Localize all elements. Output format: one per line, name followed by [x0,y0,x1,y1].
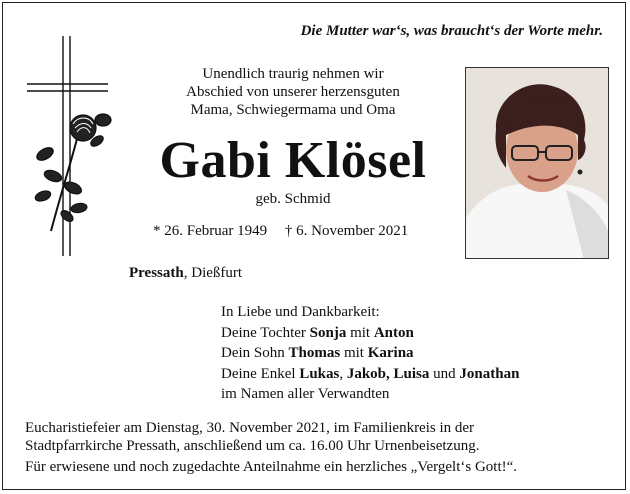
mourner-name: Anton [373,324,414,341]
deceased-name: Gabi Klösel [159,132,427,189]
portrait-photo [465,67,609,259]
mourners-list [221,302,519,405]
life-dates [153,223,422,240]
mourners-heading: In Liebe und Dankbarkeit: [221,304,380,320]
mourner-name: Karina [367,345,414,361]
relation-text: Deine Tochter [221,324,310,341]
service-line: Stadtpfarrkirche Pressath, anschließend um ca. 16.00 Uhr Urnenbeisetzung. [25,438,480,454]
mourner-name: Jonathan [459,365,520,382]
thanks-line: Für erwiesene und noch zugedachte Anteilnahme ein herzliches „Vergelt‘s Gott!“. [25,459,518,475]
residence-district: , Dießfurt [183,265,243,281]
connector-text: und [429,365,460,382]
mourner-name: Thomas [288,345,341,361]
birth-date: * 26. Februar 1949 [153,223,268,239]
service-line: Eucharistiefeier am Dienstag, 30. November 2021, im Familienkreis in der [25,420,475,436]
mourner-name: Luisa [393,365,430,382]
intro-line: Unendlich traurig nehmen wir [202,66,384,82]
mourner-name: Sonja [309,324,347,341]
connector-text: mit [346,324,374,341]
residence [129,265,242,282]
mourner-line-son [221,343,519,364]
relation-text: Deine Enkel [221,365,300,382]
relation-text: Dein Sohn [221,345,289,361]
intro-line: Mama, Schwiegermama und Oma [190,102,396,118]
intro-text [143,65,443,119]
residence-town: Pressath [129,265,184,281]
mourner-name: Jakob, [346,365,390,382]
separator-text: , [339,365,347,382]
mourner-line-grandchildren [221,364,519,385]
death-date: † 6. November 2021 [284,223,409,239]
maiden-name: geb. Schmid [255,191,331,207]
motto: Die Mutter war‘s, was braucht‘s der Worte mehr. [300,23,603,39]
cross-with-rose-icon [23,36,123,256]
intro-line: Abschied von unserer herzensguten [186,84,400,100]
service-info [25,419,615,476]
obituary-notice [2,2,626,490]
mourner-line-daughter [221,323,519,344]
connector-text: mit [340,345,368,361]
mourners-closing: im Namen aller Verwandten [221,386,390,402]
mourner-name: Lukas [299,365,340,382]
